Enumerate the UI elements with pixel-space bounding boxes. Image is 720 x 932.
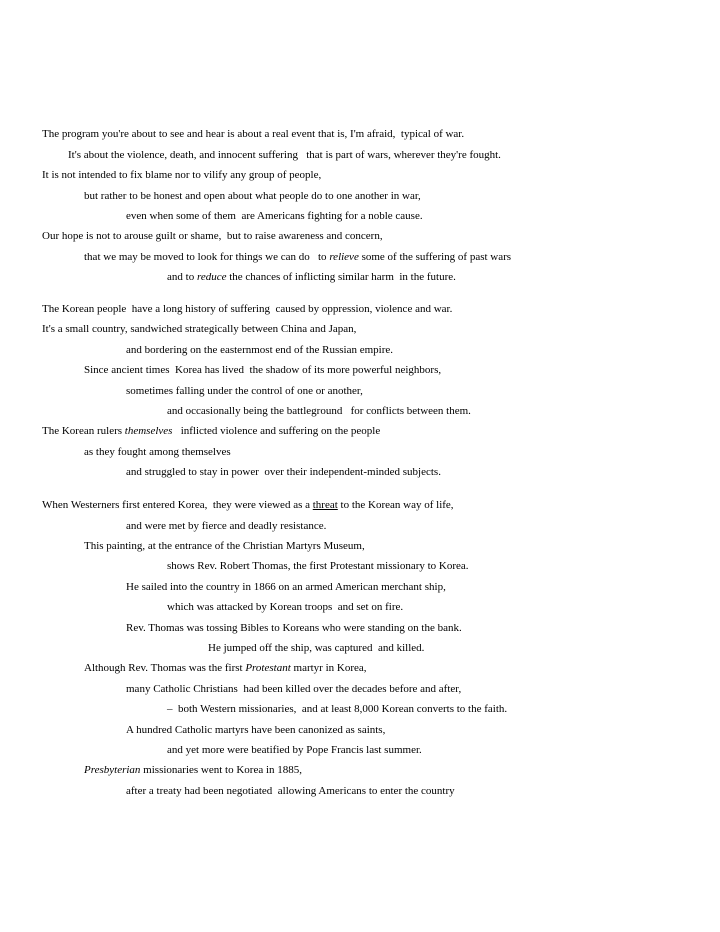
text-line: When Westerners first entered Korea, they were viewed as a threat to the Korean way of life, [42,499,454,511]
text-line: after a treaty had been negotiated allowing Americans to enter the country [126,785,455,797]
italic-text: Protestant [245,662,291,674]
text-line: – both Western missionaries, and at least 8,000 Korean converts to the faith. [167,703,508,715]
text-line: and were met by fierce and deadly resistance. [126,520,327,532]
text-line: The Korean rulers themselves inflicted violence and suffering on the people [42,425,381,437]
text-line: It is not intended to fix blame nor to vilify any group of people, [42,169,322,181]
text-line: Our hope is not to arouse guilt or shame, but to raise awareness and concern, [42,230,383,242]
text-line: and to reduce the chances of inflicting similar harm in the future. [167,271,456,283]
text-line: A hundred Catholic martyrs have been canonized as saints, [126,724,386,736]
text-line: and struggled to stay in power over their independent-minded subjects. [126,466,441,478]
text-line: many Catholic Christians had been killed over the decades before and after, [126,683,462,695]
text-line: Since ancient times Korea has lived the shadow of its more powerful neighbors, [84,364,442,376]
text-line: shows Rev. Robert Thomas, the first Protestant missionary to Korea. [167,560,469,572]
text-line: It's about the violence, death, and innocent suffering that is part of wars, wherever they're fought. [68,149,501,161]
text-line: but rather to be honest and open about what people do to one another in war, [84,190,421,202]
text-line: and occasionally being the battleground for conflicts between them. [167,405,471,417]
text-line: The Korean people have a long history of suffering caused by oppression, violence and war. [42,303,453,315]
italic-text: reduce [196,271,227,283]
text-line: Presbyterian missionaries went to Korea in 1885, [84,764,303,776]
underlined-text: threat [312,499,338,511]
text-line: This painting, at the entrance of the Christian Martyrs Museum, [84,540,365,552]
text-line: even when some of them are Americans fighting for a noble cause. [126,210,423,222]
text-line: which was attacked by Korean troops and set on fire. [167,601,404,613]
text-line: Rev. Thomas was tossing Bibles to Koreans who were standing on the bank. [126,622,462,634]
text-line: The program you're about to see and hear is about a real event that is, I'm afraid, typical of war. [42,128,465,140]
text-line: that we may be moved to look for things we can do to relieve some of the suffering of past wars [84,251,512,263]
text-line: and yet more were beatified by Pope Francis last summer. [167,744,422,756]
italic-text: Presbyterian [84,764,141,776]
text-line: He sailed into the country in 1866 on an armed American merchant ship, [126,581,446,593]
italic-text: themselves [124,425,173,437]
text-line: sometimes falling under the control of one or another, [126,385,363,397]
text-line: and bordering on the easternmost end of the Russian empire. [126,344,393,356]
text-line: He jumped off the ship, was captured and killed. [208,642,425,654]
text-line: Although Rev. Thomas was the first Protestant martyr in Korea, [84,662,367,674]
text-line: as they fought among themselves [84,446,231,458]
italic-text: relieve [329,251,359,263]
text-line: It's a small country, sandwiched strategically between China and Japan, [42,323,357,335]
